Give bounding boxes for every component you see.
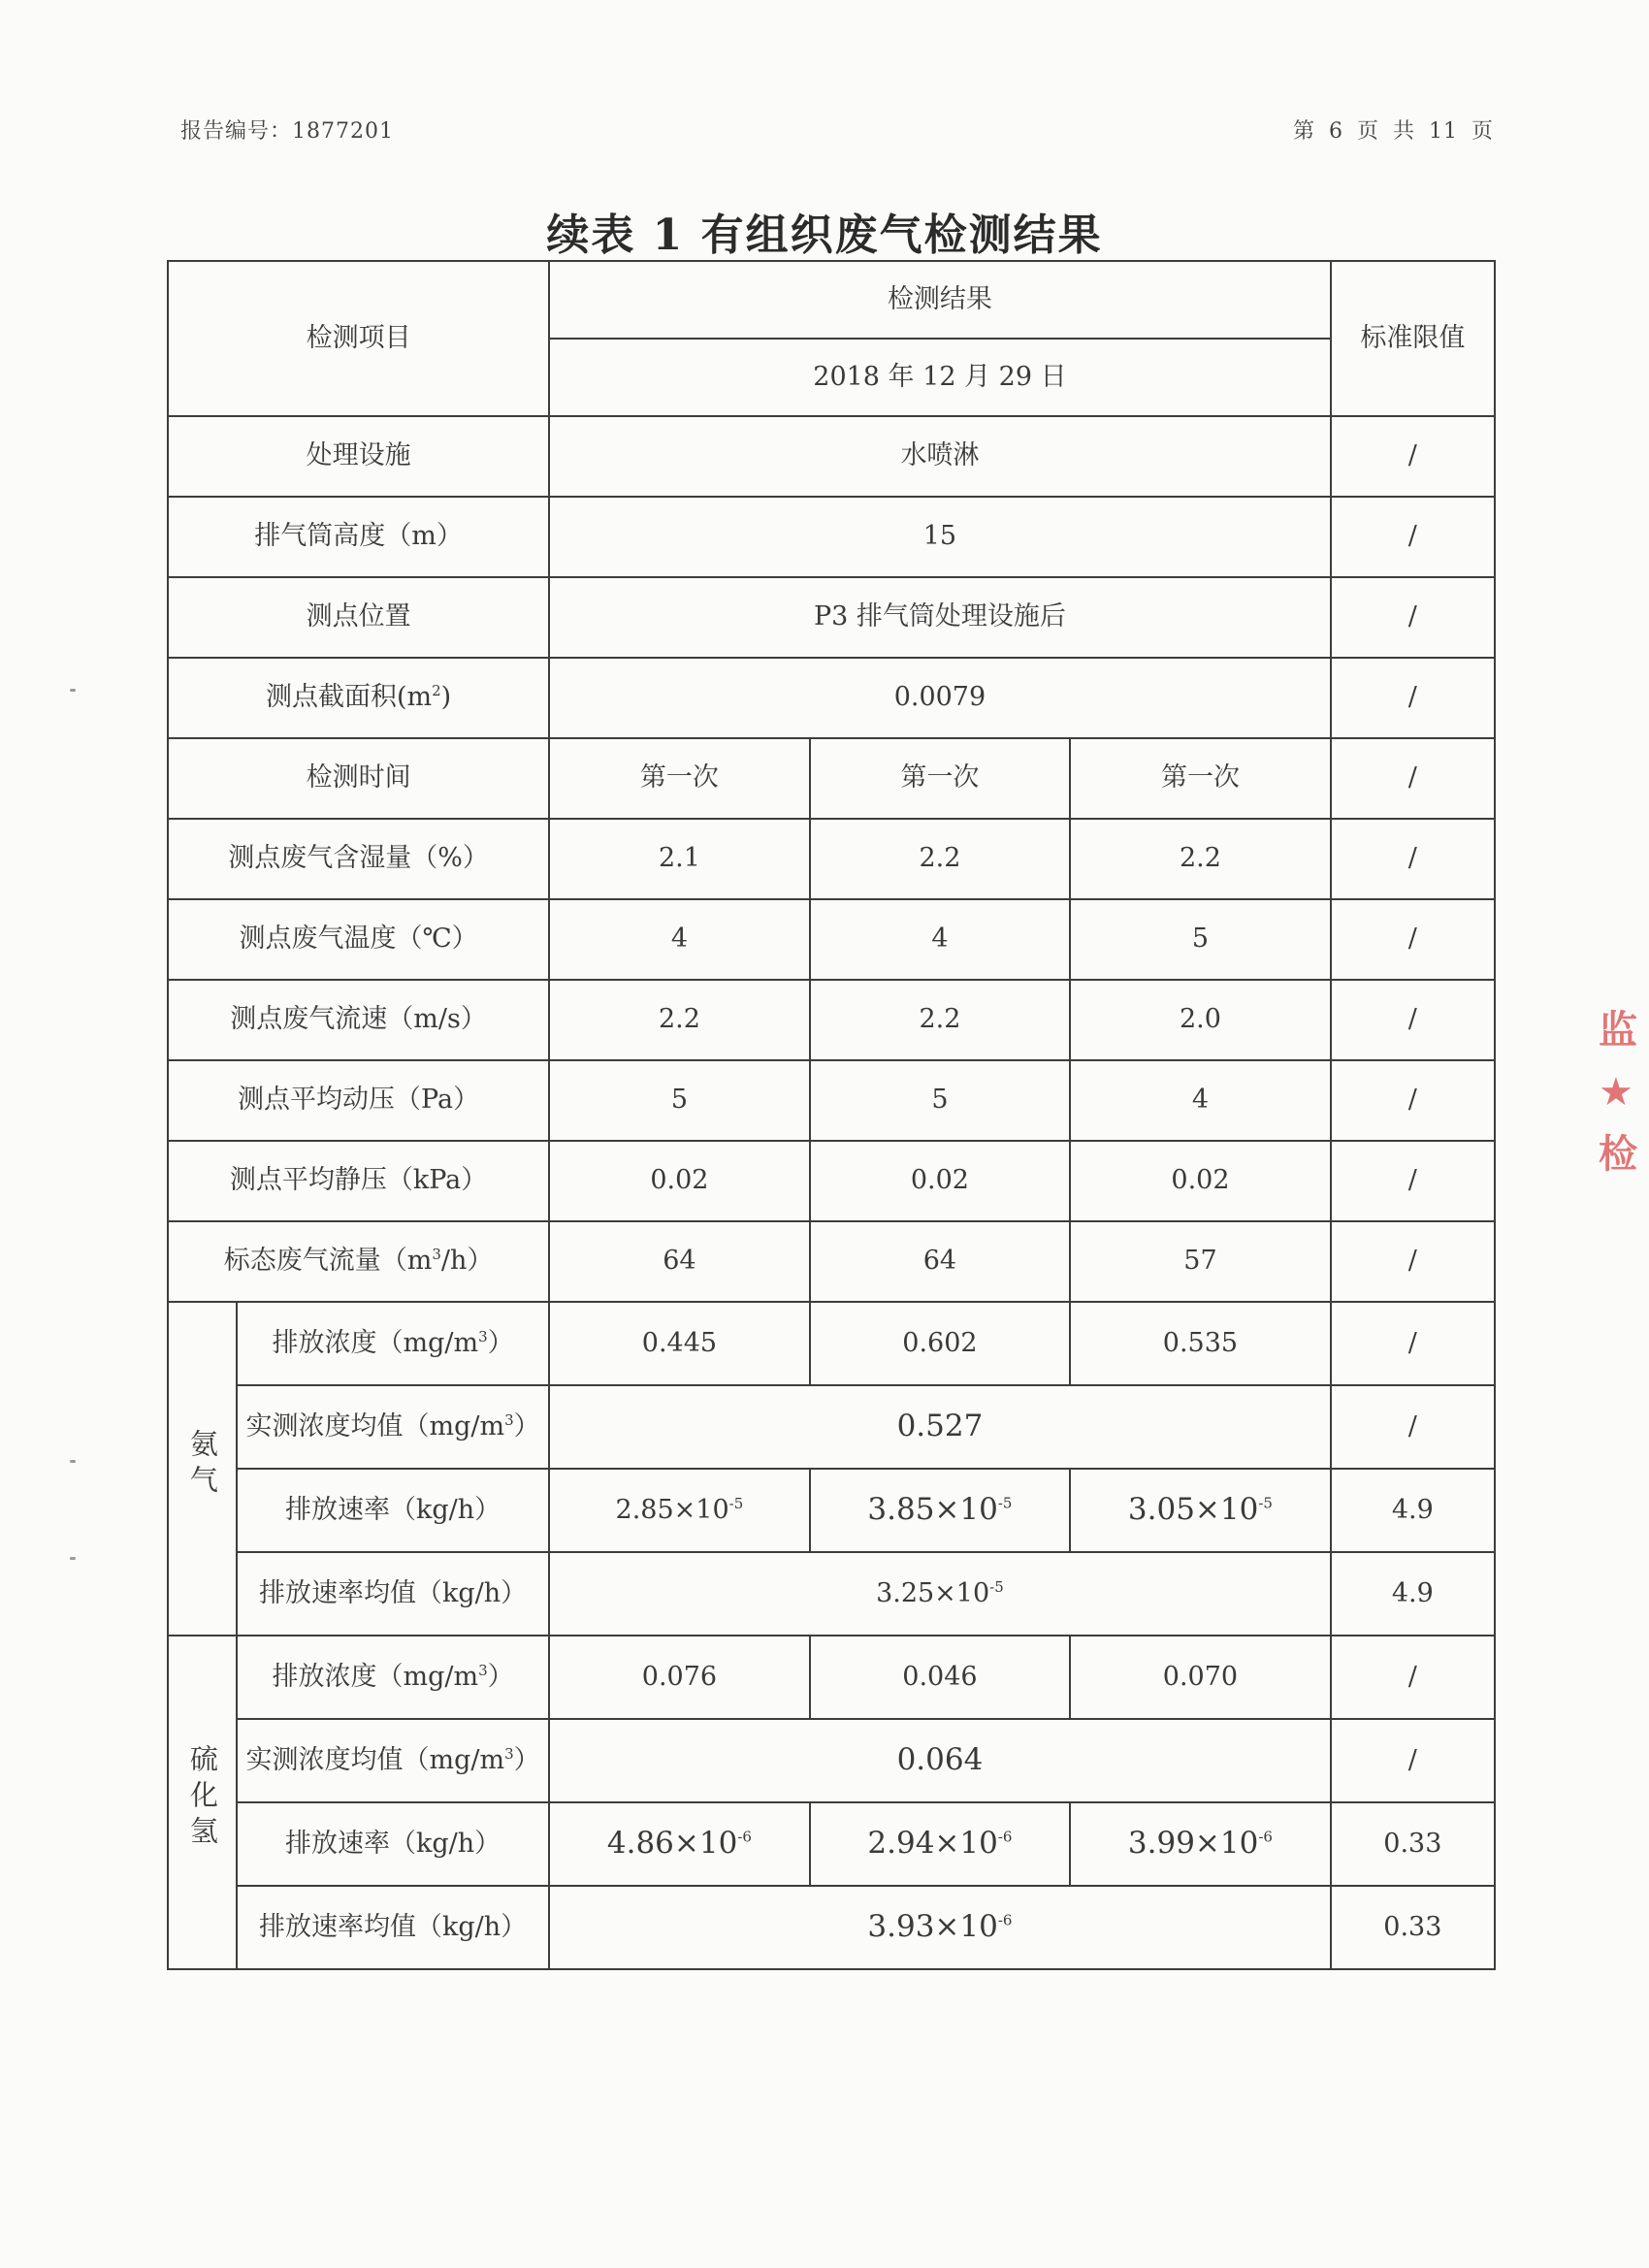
row-value: 0.02 <box>1070 1141 1331 1221</box>
row-value: $3.05\times 10^{-5}$ <box>1070 1469 1331 1552</box>
table-row <box>168 819 1495 899</box>
row-label: 测点废气含湿量（%） <box>168 819 549 899</box>
row-value: 0.445 <box>549 1302 810 1385</box>
row-limit: / <box>1331 416 1495 497</box>
row-label: 排放速率（kg/h） <box>237 1469 549 1552</box>
table-row <box>168 899 1495 980</box>
row-limit: / <box>1331 980 1495 1060</box>
table-row <box>168 1719 1495 1802</box>
row-label: 实测浓度均值$(mg/m^3)$ <box>237 1385 549 1469</box>
row-limit: / <box>1331 1385 1495 1469</box>
row-limit: 4.9 <box>1331 1552 1495 1636</box>
report-number: 报告编号：1877201 <box>180 119 394 144</box>
row-label: 测点平均动压（Pa） <box>168 1060 549 1141</box>
row-value: 2.0 <box>1070 980 1331 1060</box>
row-value: 57 <box>1070 1221 1331 1302</box>
row-value: $4.86\times 10^{-6}$ <box>549 1802 810 1886</box>
row-limit: / <box>1331 658 1495 738</box>
row-label: 排气筒高度（m） <box>168 497 549 577</box>
row-value: $2.94\times 10^{-6}$ <box>810 1802 1071 1886</box>
table-row <box>168 1886 1495 1969</box>
table-row <box>168 658 1495 738</box>
row-value: 0.602 <box>810 1302 1071 1385</box>
page-title: 续表 1 有组织废气检测结果 <box>546 211 1103 260</box>
row-value: 2.2 <box>549 980 810 1060</box>
table-row <box>168 1385 1495 1469</box>
results-table <box>167 260 1496 1970</box>
row-limit: / <box>1331 1060 1495 1141</box>
row-label: 排放速率（kg/h） <box>237 1802 549 1886</box>
row-value: 0.535 <box>1070 1302 1331 1385</box>
group-label-ammonia: 氨气 <box>168 1302 237 1636</box>
row-value: 64 <box>810 1221 1071 1302</box>
row-limit: / <box>1331 819 1495 899</box>
row-label: 排放速率均值（kg/h） <box>237 1886 549 1969</box>
row-limit: 0.33 <box>1331 1802 1495 1886</box>
row-label: 测点平均静压（kPa） <box>168 1141 549 1221</box>
table-row <box>168 1060 1495 1141</box>
scan-speck <box>70 1460 76 1463</box>
row-label: 处理设施 <box>168 416 549 497</box>
row-value: 0.02 <box>810 1141 1071 1221</box>
table-header-row <box>168 261 1495 339</box>
row-value: 0.0079 <box>549 658 1331 738</box>
page-info: 第 6 页 共 11 页 <box>1293 119 1494 144</box>
row-value: 2.2 <box>810 819 1071 899</box>
row-value: 第一次 <box>549 738 810 819</box>
table-row <box>168 416 1495 497</box>
row-limit: / <box>1331 497 1495 577</box>
table-row <box>168 1802 1495 1886</box>
row-limit: / <box>1331 1221 1495 1302</box>
row-limit: 0.33 <box>1331 1886 1495 1969</box>
header-limit-cell: 标准限值 <box>1331 261 1495 416</box>
row-value: 0.076 <box>549 1636 810 1719</box>
row-value: $3.99\times 10^{-6}$ <box>1070 1802 1331 1886</box>
row-limit: / <box>1331 1636 1495 1719</box>
row-limit: / <box>1331 738 1495 819</box>
row-value: 0.527 <box>549 1385 1331 1469</box>
row-value: 0.070 <box>1070 1636 1331 1719</box>
row-value: 5 <box>549 1060 810 1141</box>
row-value: 4 <box>810 899 1071 980</box>
row-limit: / <box>1331 1141 1495 1221</box>
row-limit: 4.9 <box>1331 1469 1495 1552</box>
row-value: $3.93\times 10^{-6}$ <box>549 1886 1331 1969</box>
header-item-cell: 检测项目 <box>168 261 549 416</box>
row-value: 2.2 <box>810 980 1071 1060</box>
row-value: 0.02 <box>549 1141 810 1221</box>
date-cell: 2018 年 12 月 29 日 <box>549 339 1331 416</box>
table-row <box>168 497 1495 577</box>
row-value: $2.85\times 10^{-5}$ <box>549 1469 810 1552</box>
row-label: 标态废气流量$(m^3/h)$ <box>168 1221 549 1302</box>
table-row <box>168 1552 1495 1636</box>
row-label: 测点位置 <box>168 577 549 658</box>
row-value: 0.064 <box>549 1719 1331 1802</box>
scan-speck <box>70 1557 76 1560</box>
row-label: 测点截面积$(m^2)$ <box>168 658 549 738</box>
row-label: 实测浓度均值$(mg/m^3)$ <box>237 1719 549 1802</box>
row-label: 测点废气温度（℃） <box>168 899 549 980</box>
row-value: 水喷淋 <box>549 416 1331 497</box>
row-value: $3.85\times 10^{-5}$ <box>810 1469 1071 1552</box>
row-value: 第一次 <box>810 738 1071 819</box>
row-value: 5 <box>1070 899 1331 980</box>
row-limit: / <box>1331 1719 1495 1802</box>
header-result-cell: 检测结果 <box>549 261 1331 339</box>
row-value: P3 排气筒处理设施后 <box>549 577 1331 658</box>
row-value: 64 <box>549 1221 810 1302</box>
row-label: 检测时间 <box>168 738 549 819</box>
row-value: 4 <box>549 899 810 980</box>
row-value: 第一次 <box>1070 738 1331 819</box>
table-row <box>168 1469 1495 1552</box>
scan-speck <box>70 689 76 692</box>
row-value: 0.046 <box>810 1636 1071 1719</box>
row-label: 排放浓度$(mg/m^3)$ <box>237 1636 549 1719</box>
row-value: 15 <box>549 497 1331 577</box>
red-seal-stamp: 监 ★ 检 <box>1599 1008 1637 1177</box>
row-limit: / <box>1331 577 1495 658</box>
row-value: 2.2 <box>1070 819 1331 899</box>
row-limit: / <box>1331 1302 1495 1385</box>
table-row <box>168 1141 1495 1221</box>
table-row <box>168 1302 1495 1385</box>
row-label: 排放速率均值（kg/h） <box>237 1552 549 1636</box>
row-value: $3.25\times 10^{-5}$ <box>549 1552 1331 1636</box>
row-value: 4 <box>1070 1060 1331 1141</box>
row-limit: / <box>1331 899 1495 980</box>
table-row <box>168 1636 1495 1719</box>
table-row <box>168 1221 1495 1302</box>
row-label: 测点废气流速（m/s） <box>168 980 549 1060</box>
table-row <box>168 738 1495 819</box>
row-value: 5 <box>810 1060 1071 1141</box>
group-label-h2s: 硫化氢 <box>168 1636 237 1969</box>
row-value: 2.1 <box>549 819 810 899</box>
row-label: 排放浓度$(mg/m^3)$ <box>237 1302 549 1385</box>
table-row <box>168 577 1495 658</box>
table-row <box>168 980 1495 1060</box>
